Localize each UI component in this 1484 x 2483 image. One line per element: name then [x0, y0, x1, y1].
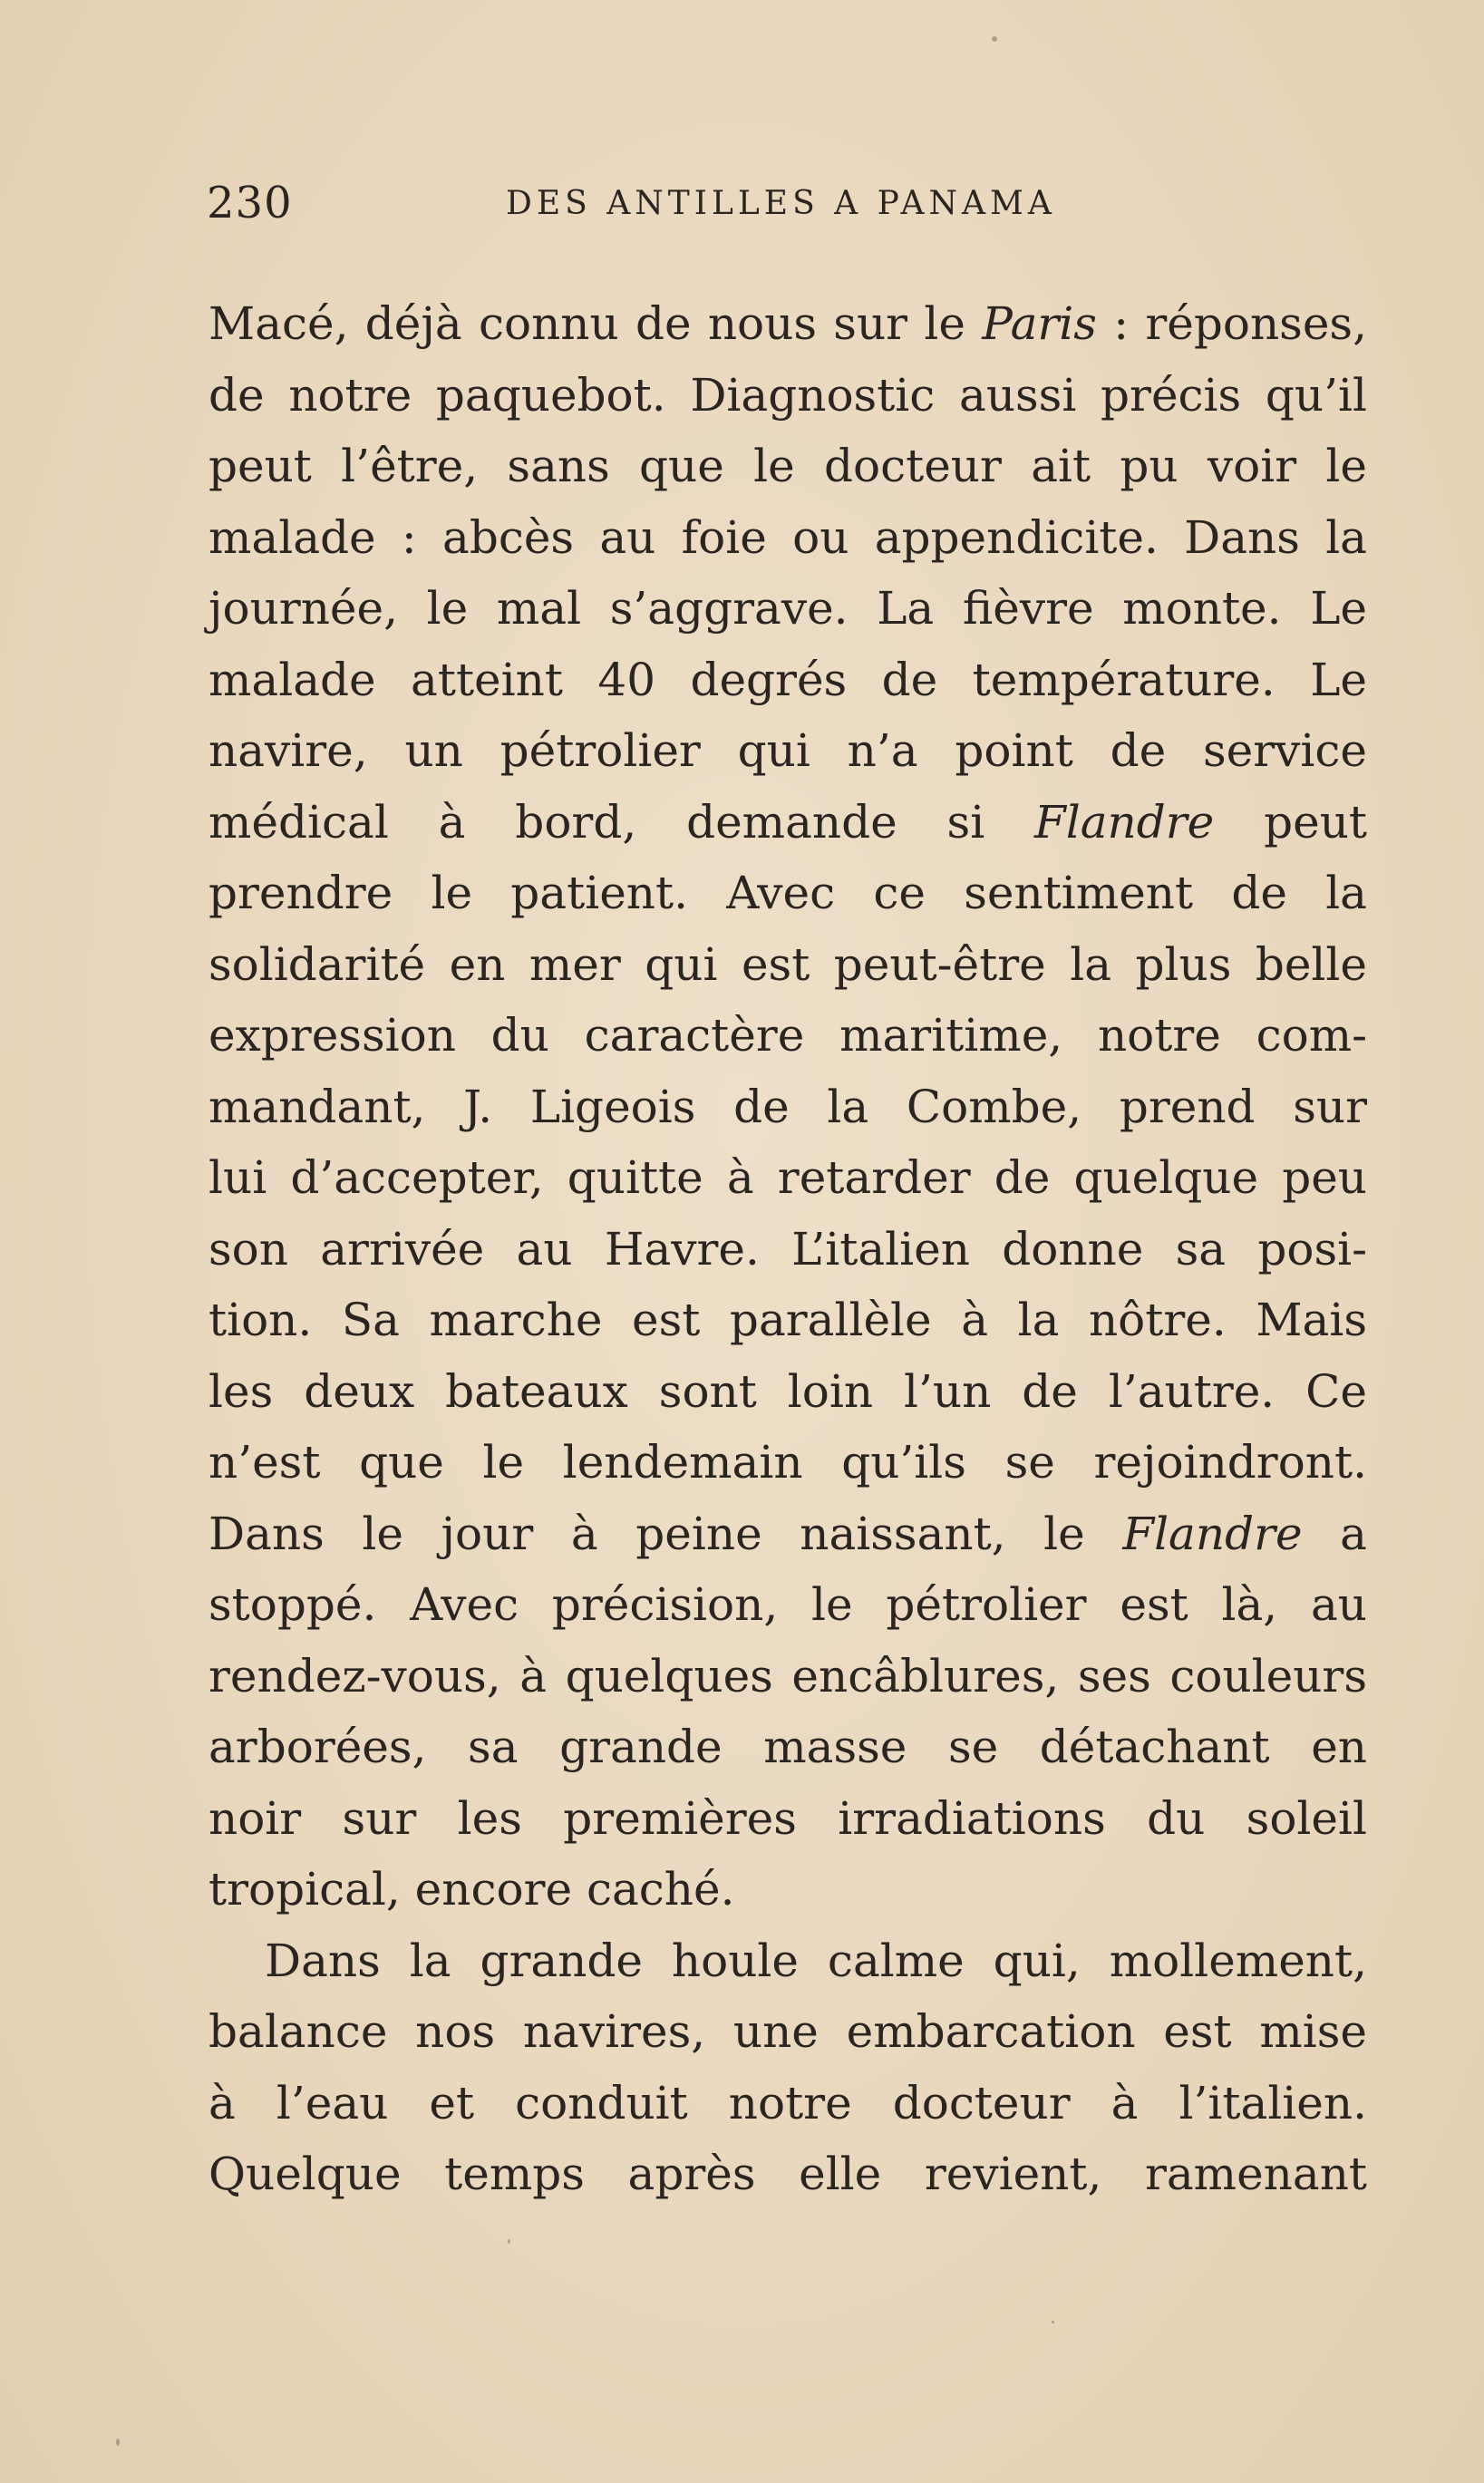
text-line: tion. Sa marche est parallèle à la nôtre. Mais [209, 1294, 1367, 1346]
text-line: mandant, J. Ligeois de la Combe, prend sur [209, 1080, 1367, 1133]
text-line: lui d’accepter, quitte à retarder de quelque peu [209, 1151, 1367, 1204]
text-line: à l’eau et conduit notre docteur à l’italien. [209, 2076, 1367, 2129]
text-line: journée, le mal s’aggrave. La fièvre monte. Le [209, 582, 1367, 635]
text-line: expression du caractère maritime, notre com- [209, 1009, 1367, 1062]
body-text [209, 288, 1367, 2210]
text-line: n’est que le lendemain qu’ils se rejoindront. [209, 1436, 1367, 1489]
text-line: prendre le patient. Avec ce sentiment de la [209, 867, 1367, 919]
text-line: navire, un pétrolier qui n’a point de service [209, 724, 1367, 777]
page-header [207, 178, 1367, 241]
text-line: peut l’être, sans que le docteur ait pu voir le [209, 440, 1367, 492]
text-line: médical à bord, demande si Flandre peut [209, 795, 1367, 849]
text-line: noir sur les premières irradiations du soleil [209, 1791, 1367, 1845]
text-line: solidarité en mer qui est peut-être la plus belle [209, 937, 1367, 991]
text-line: Quelque temps après elle revient, ramenant [209, 2148, 1367, 2200]
text-line: Dans la grande houle calme qui, mollement, [265, 1934, 1367, 1987]
running-title: DES ANTILLES A PANAMA [506, 185, 1056, 222]
text-line: rendez-vous, à quelques encâblures, ses couleurs [209, 1649, 1367, 1702]
text-line: tropical, encore caché. [209, 1863, 735, 1916]
text-line: balance nos navires, une embarcation est mise [209, 2005, 1367, 2058]
text-line: son arrivée au Havre. L’italien donne sa posi- [209, 1222, 1367, 1275]
text-line: Macé, déjà connu de nous sur le Paris : réponses, [209, 297, 1367, 350]
page-number: 230 [207, 178, 293, 228]
text-line: malade : abcès au foie ou appendicite. Dans la [209, 510, 1367, 564]
text-line: les deux bateaux sont loin l’un de l’autre. Ce [209, 1364, 1367, 1418]
text-line: stoppé. Avec précision, le pétrolier est là, au [209, 1578, 1367, 1631]
text-line: malade atteint 40 degrés de température. Le [209, 653, 1367, 706]
text-line: arborées, sa grande masse se détachant en [209, 1721, 1367, 1773]
text-line: Dans le jour à peine naissant, le Flandre a [209, 1507, 1367, 1560]
text-line: de notre paquebot. Diagnostic aussi précis qu’il [209, 368, 1367, 422]
